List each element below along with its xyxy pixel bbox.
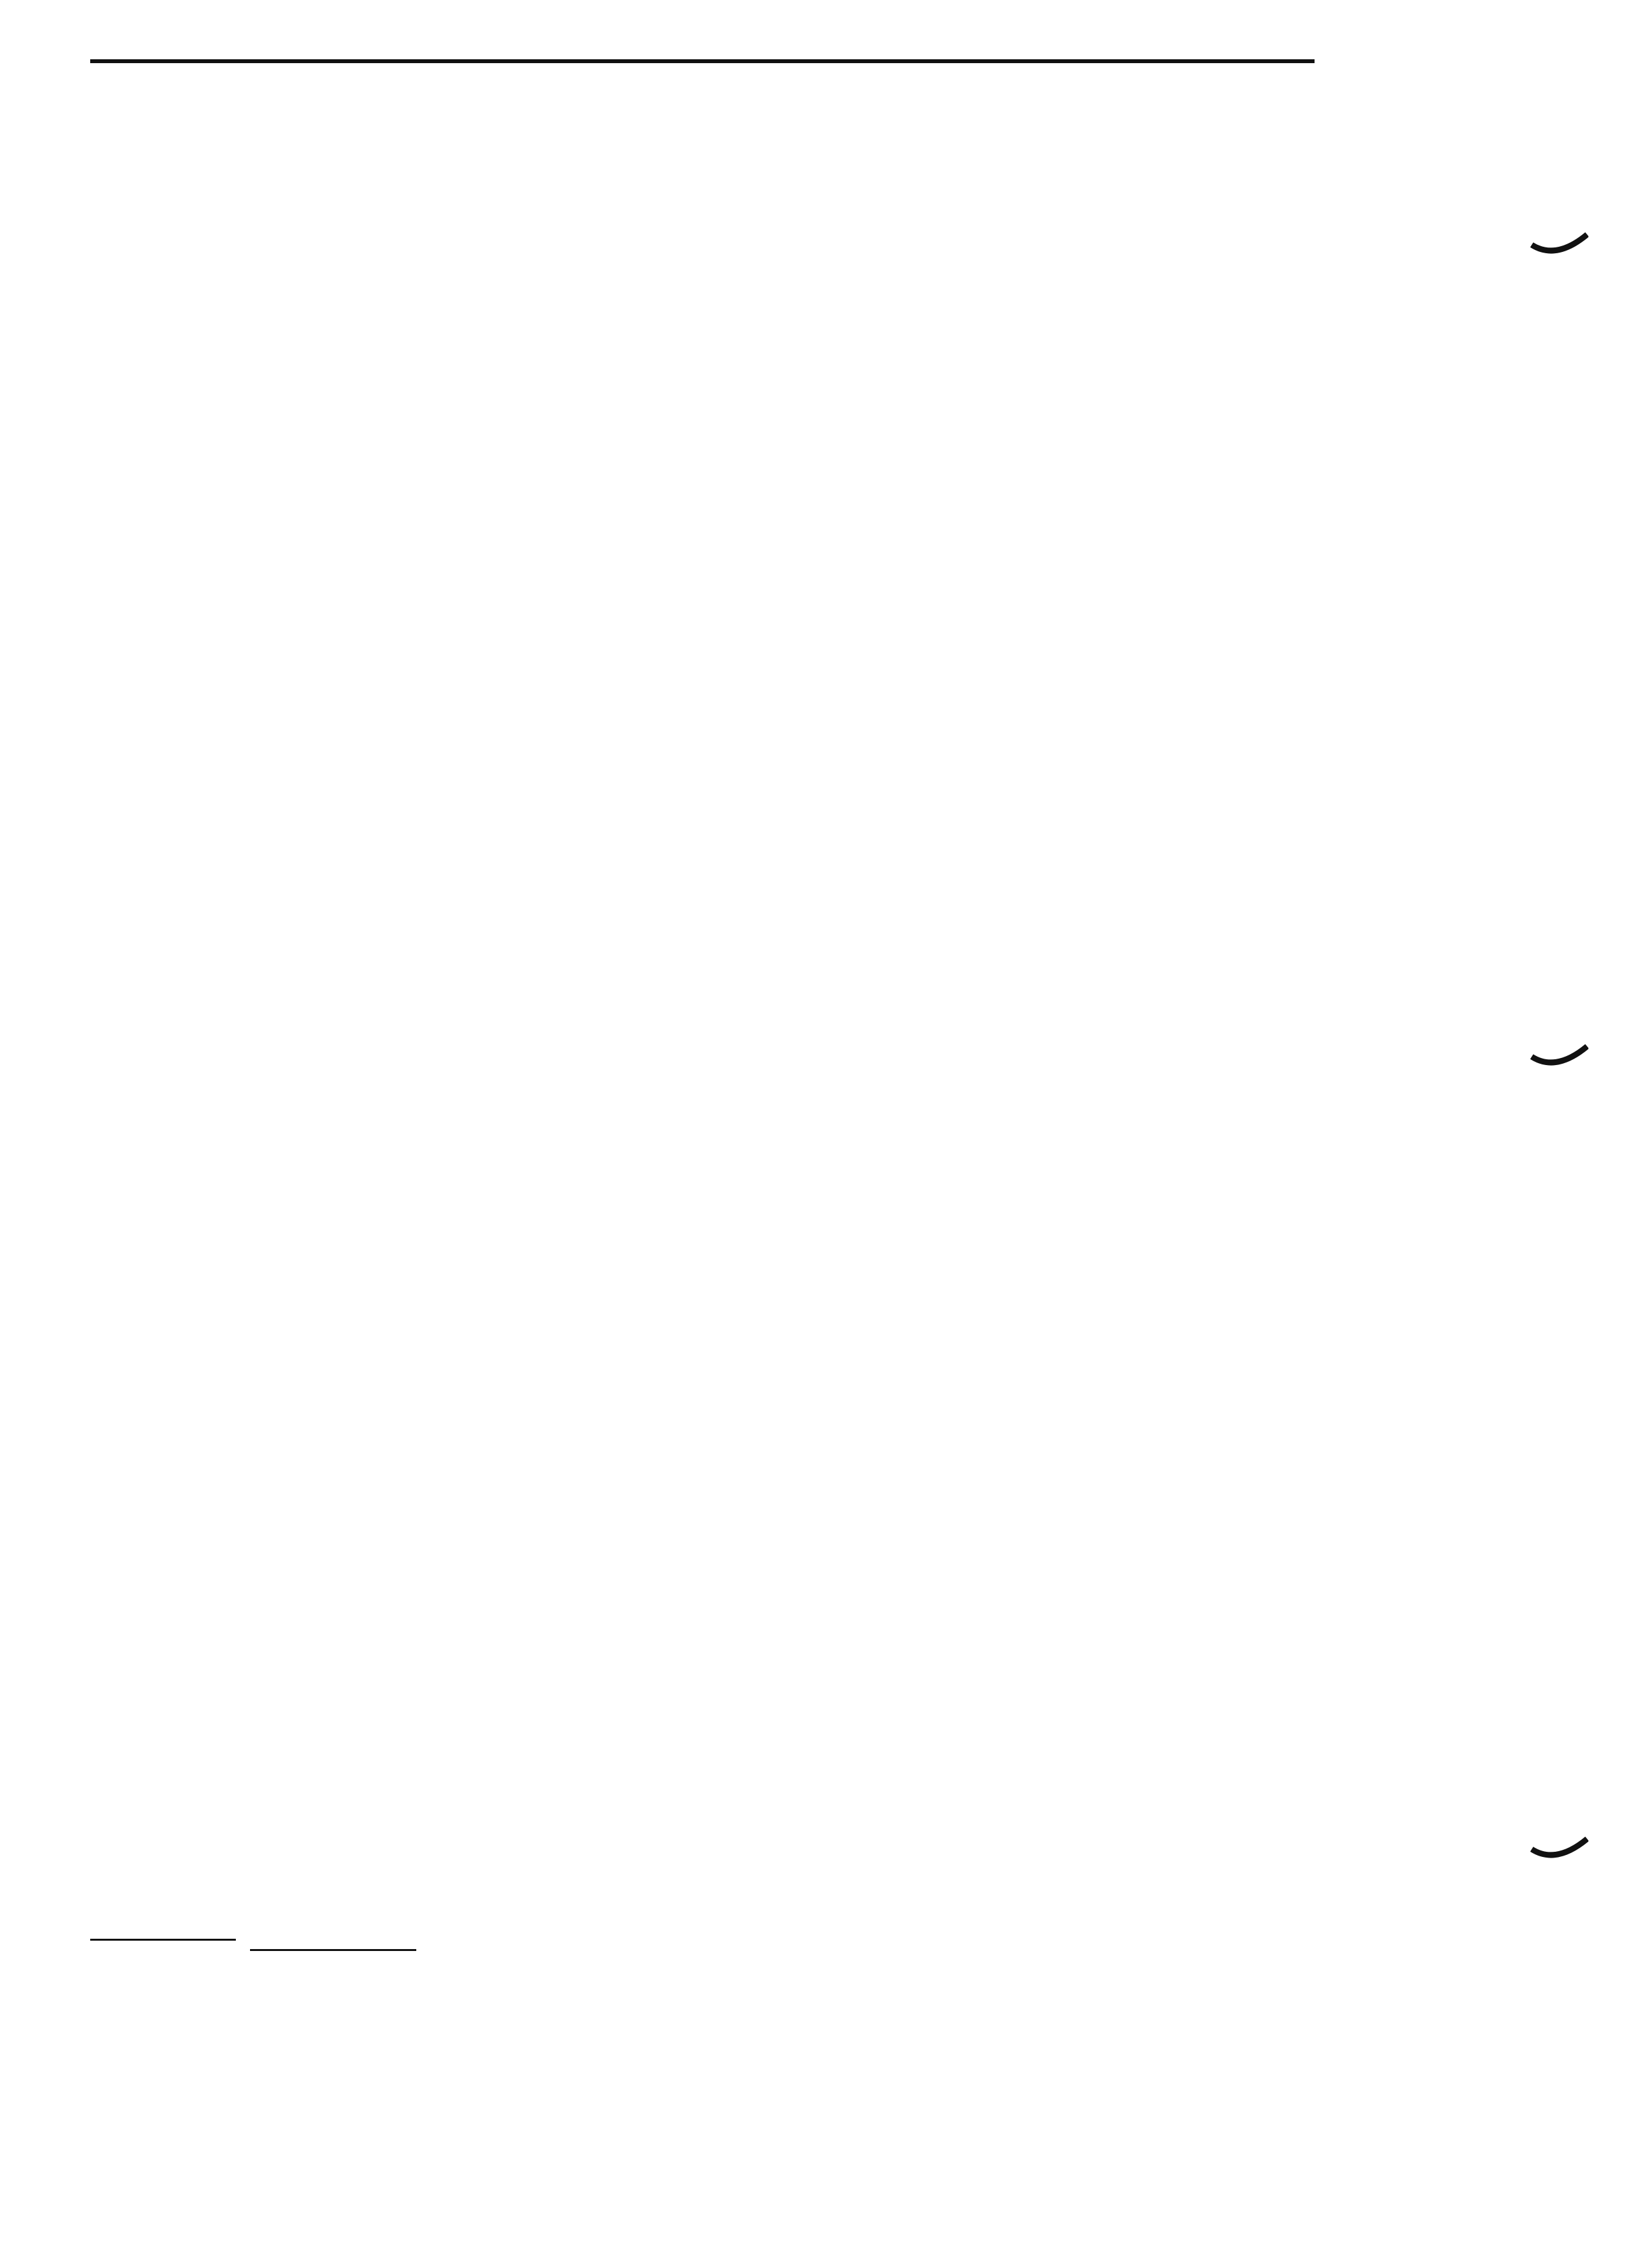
- scan-mark-2: [1530, 1044, 1588, 1076]
- title-rule: [90, 59, 1315, 63]
- footer-rule-left: [90, 1939, 236, 1941]
- scan-mark-3: [1530, 1836, 1588, 1869]
- scan-mark-1: [1530, 232, 1588, 264]
- footer-rule-right: [250, 1949, 416, 1951]
- footer-publisher: [90, 1925, 1315, 1951]
- page-title: [90, 23, 1315, 59]
